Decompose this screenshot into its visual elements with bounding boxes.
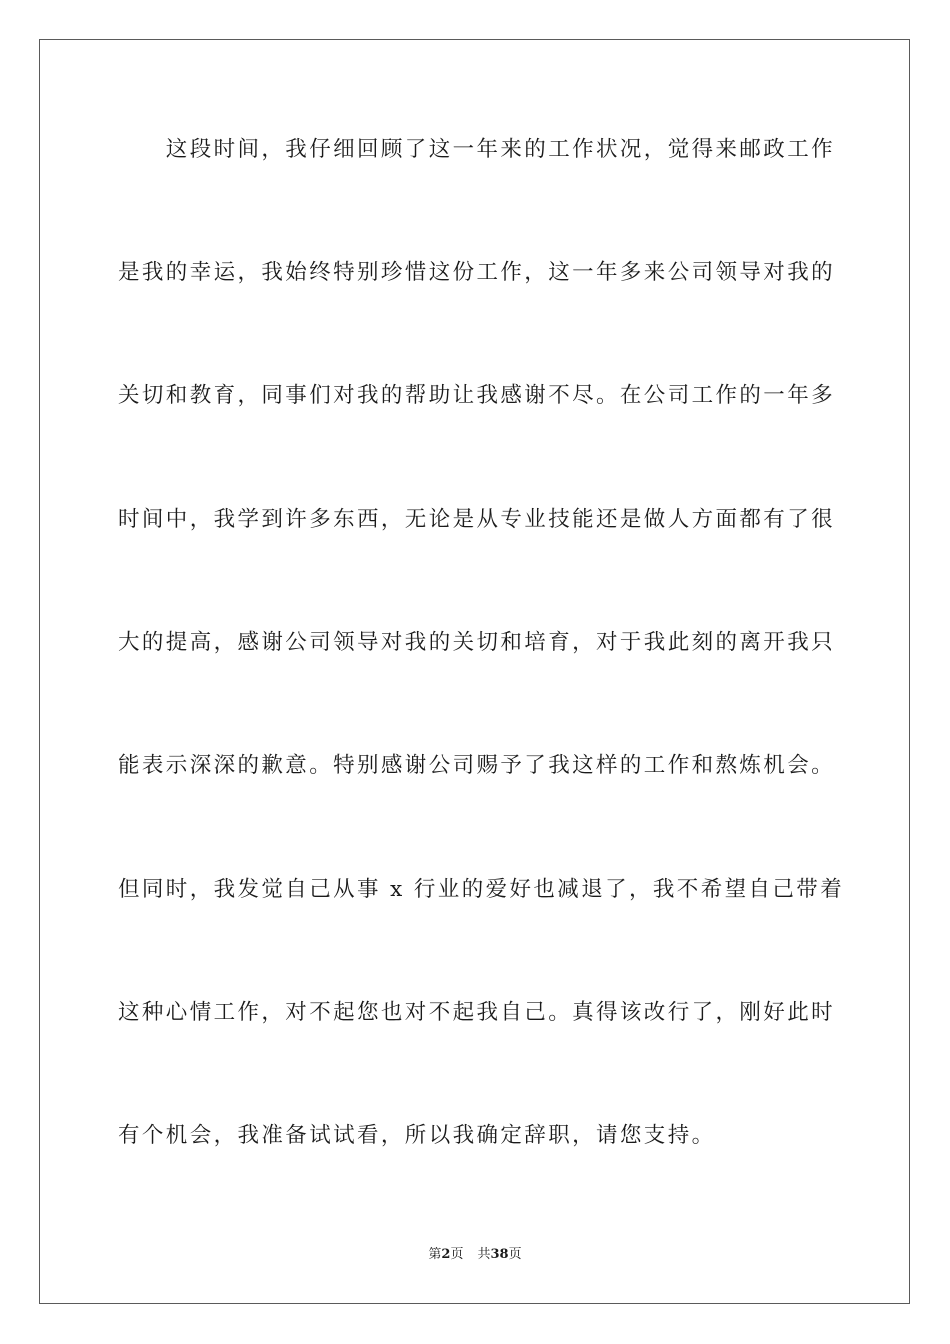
page-number: 2 <box>441 1247 451 1262</box>
total-prefix: 共 <box>477 1247 491 1262</box>
paragraph-line-5: 大的提高，感谢公司领导对我的关切和培育，对于我此刻的离开我只 <box>118 630 836 655</box>
page-footer <box>0 1246 950 1264</box>
paragraph-line-7: 但同时，我发觉自己从事 x 行业的爱好也减退了，我不希望自己带着 <box>118 877 845 902</box>
total-pages: 38 <box>490 1247 509 1262</box>
paragraph-line-9: 有个机会，我准备试试看，所以我确定辞职，请您支持。 <box>118 1123 716 1148</box>
page-border <box>39 39 910 1304</box>
page-prefix: 第 <box>428 1247 442 1262</box>
paragraph-line-3: 关切和教育，同事们对我的帮助让我感谢不尽。在公司工作的一年多 <box>118 383 836 408</box>
total-suffix: 页 <box>508 1247 522 1262</box>
paragraph-line-1: 这段时间，我仔细回顾了这一年来的工作状况，觉得来邮政工作 <box>118 137 836 162</box>
page-suffix: 页 <box>450 1247 464 1262</box>
paragraph-line-8: 这种心情工作，对不起您也对不起我自己。真得该改行了，刚好此时 <box>118 1000 836 1025</box>
paragraph-line-6: 能表示深深的歉意。特别感谢公司赐予了我这样的工作和熬炼机会。 <box>118 753 836 778</box>
paragraph-line-4: 时间中，我学到许多东西，无论是从专业技能还是做人方面都有了很 <box>118 507 836 532</box>
paragraph-line-2: 是我的幸运，我始终特别珍惜这份工作，这一年多来公司领导对我的 <box>118 260 836 285</box>
